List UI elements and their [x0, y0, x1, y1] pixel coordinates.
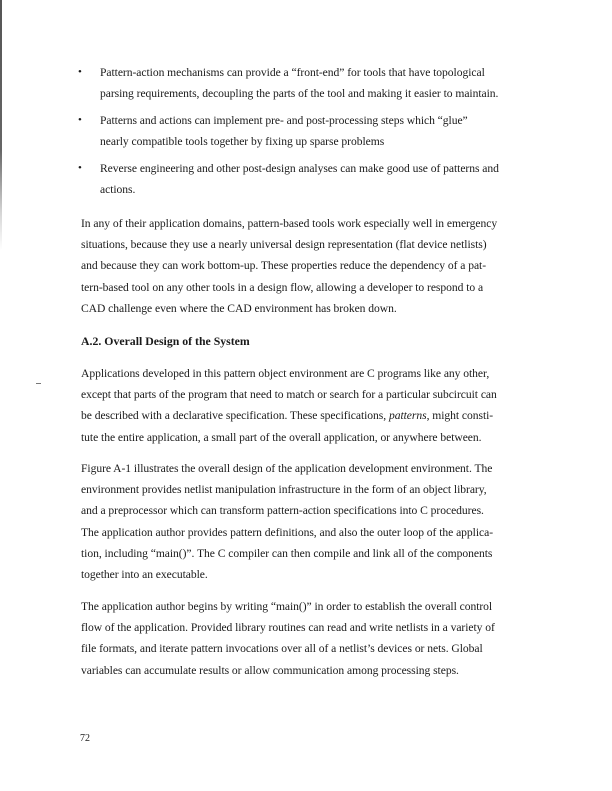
bullet-line: Pattern-action mechanisms can provide a “front-end” for tools that have topological [100, 66, 485, 79]
bullet-icon: • [78, 113, 82, 126]
paragraph-emergency-situations [81, 213, 551, 319]
paragraph-line: In any of their application domains, pattern-based tools work especially well in emergency [81, 217, 498, 230]
bullet-line: parsing requirements, decoupling the parts of the tool and making it easier to maintain. [100, 87, 499, 101]
bullet-item [78, 62, 548, 104]
scan-edge-artifact [0, 0, 2, 250]
paragraph-applications [81, 363, 551, 448]
paragraph-line: and because they can work bottom-up. These properties reduce the dependency of a pat- [81, 259, 487, 273]
bullet-icon: • [78, 161, 82, 174]
paragraph-line: and a preprocessor which can transform pattern-action specifications into C procedures. [81, 504, 484, 518]
paragraph-line: situations, because they use a nearly universal design representation (flat device netlists) [81, 238, 487, 252]
paragraph-main-control-flow [81, 596, 551, 681]
bullet-line: actions. [100, 183, 136, 197]
bullet-item [78, 158, 548, 200]
paragraph-line: tern-based tool on any other tools in a design flow, allowing a developer to respond to a [81, 280, 484, 294]
paragraph-line: file formats, and iterate pattern invocations over all of a netlist’s devices or nets. Global [81, 642, 483, 656]
bullet-line: nearly compatible tools together by fixing up sparse problems [100, 135, 385, 149]
paragraph-line [81, 405, 551, 426]
line-text: , might consti- [426, 409, 494, 423]
paragraph-line: The application author begins by writing “main()” in order to establish the overall control [81, 600, 493, 613]
paragraph-line: CAD challenge even where the CAD environment has broken down. [81, 301, 397, 315]
bullet-line: Patterns and actions can implement pre- and post-processing steps which “glue” [100, 113, 468, 127]
paragraph-line: flow of the application. Provided library routines can read and write netlists in a variety of [81, 621, 495, 635]
italic-term-patterns: patterns [388, 409, 427, 423]
bullet-icon: • [78, 66, 82, 78]
paragraph-line: tute the entire application, a small part of the overall application, or anywhere between. [81, 430, 482, 444]
page-number: 72 [80, 733, 90, 744]
paragraph-figure-a1 [81, 458, 551, 585]
bullet-item [78, 110, 548, 152]
paragraph-line: variables can accumulate results or allow communication among processing steps. [81, 663, 459, 677]
paragraph-line: except that parts of the program that need to match or search for a particular subcircuit can [81, 388, 497, 402]
bullet-list [78, 62, 548, 206]
paragraph-line: tion, including “main()”. The C compiler can then compile and link all of the components [81, 546, 493, 560]
paragraph-line: together into an executable. [81, 567, 208, 581]
section-heading: A.2. Overall Design of the System [81, 334, 250, 348]
paragraph-line: Applications developed in this pattern object environment are C programs like any other, [81, 367, 490, 380]
bullet-line: Reverse engineering and other post-design analyses can make good use of patterns and [100, 161, 499, 175]
paragraph-line: Figure A-1 illustrates the overall design of the application development environment. The [81, 462, 493, 475]
paragraph-line: environment provides netlist manipulation infrastructure in the form of an object library, [81, 483, 487, 497]
paragraph-line: The application author provides pattern definitions, and also the outer loop of the applica- [81, 525, 494, 539]
line-text: be described with a declarative specification. These specifications, [81, 409, 389, 423]
margin-mark [36, 383, 41, 384]
